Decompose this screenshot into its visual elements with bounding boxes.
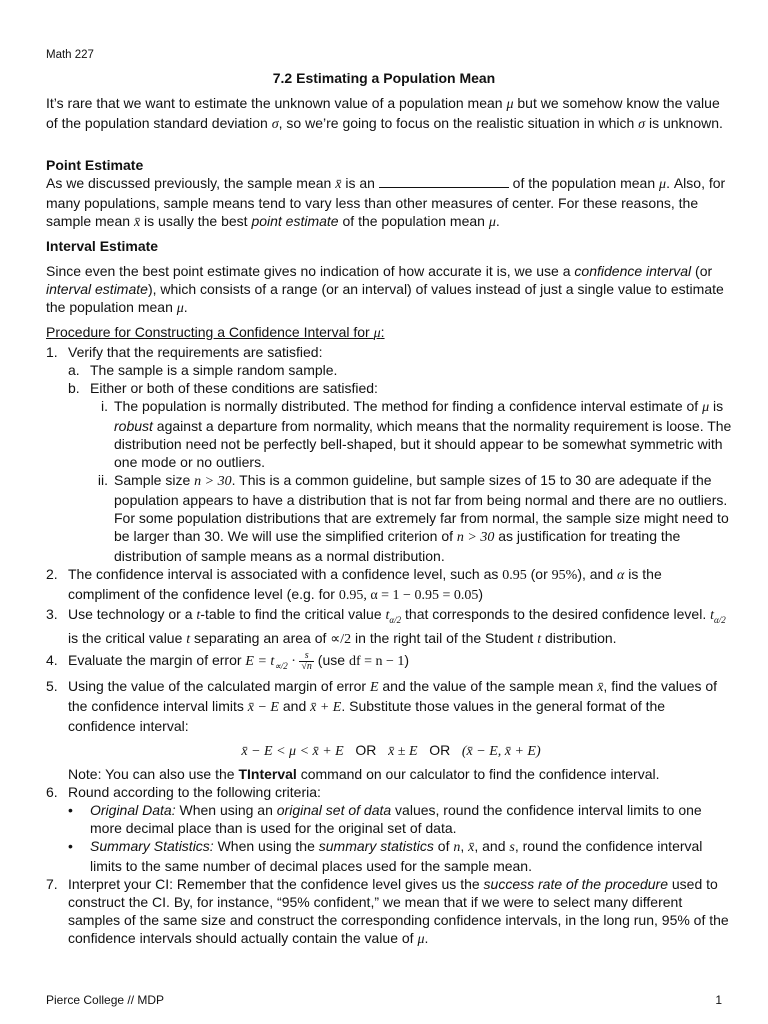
- interval-estimate-text: Since even the best point estimate gives no indication of how accurate it is, we use a confidence interval (or interval estimate), which consists of a range (or an interval) of values instead of just a single value to estimate the population mean μ.: [46, 263, 724, 316]
- step-6-summary-statistics: • Summary Statistics: When using the summary statistics of n, x̄, and s, round the confidence interval limits to the same number of decimal places used for the sample mean.: [68, 837, 703, 874]
- page-title: 7.2 Estimating a Population Mean: [272, 70, 496, 86]
- fill-in-blank: [379, 175, 509, 188]
- confidence-interval-formats: x̄ − E < μ < x̄ + E OR x̄ ± E OR (x̄ − E, x̄ + E): [241, 741, 541, 759]
- point-estimate-heading: Point Estimate: [46, 157, 144, 173]
- step-5-note: Note: You can also use the TInterval command on our calculator to find the confidence interval.: [68, 765, 660, 782]
- page-number: 1: [715, 993, 722, 1007]
- step-1a: a. The sample is a simple random sample.: [68, 362, 338, 378]
- step-2: 2. The confidence interval is associated with a confidence level, such as 0.95 (or 95%), and α is the compliment of the confidence level (e.g. for 0.95, α = 1 − 0.95 = 0.05): [46, 566, 662, 603]
- interval-estimate-heading: Interval Estimate: [46, 238, 159, 254]
- point-estimate-section: [46, 156, 726, 232]
- step-1b-ii: ii. Sample size n > 30. This is a common guideline, but sample sizes of 15 to 30 are adequate if the population appears to have a distribution that is not far from being normal and there are no outliers. For some population distributions that are extremely far from normal, the sample size might need to be larger than 30. We will use the simplified criterion of n > 30 as justification for treating the distribution of sample means as a normal distribution.: [97, 472, 729, 564]
- procedure-list: [46, 323, 736, 949]
- step-6-original-data: • Original Data: When using an original set of data values, round the confidence interval limits to one more decimal place than is used for the original set of data.: [68, 801, 702, 836]
- course-label: Math 227: [46, 49, 94, 61]
- step-4: 4. Evaluate the margin of error $E = t_{\propto/2}$ · $\frac{s}{√n}$ (use df = n − 1): [46, 649, 410, 672]
- step-6: 6. Round according to the following criteria:: [46, 783, 321, 800]
- step-7: 7. Interpret your CI: Remember that the confidence level gives us the success rate of the procedure used to construct the CI. By, for instance, “95% confident,” we mean that if we were to select many different samples of the same size and construct the corresponding confidence intervals, in the long run, 95% of the confidence intervals should actually contain the value of μ.: [46, 875, 729, 947]
- step-3: 3. Use technology or a t-table to find the critical value $t_{\alpha/2}$ that corresponds to the desired confidence level. $t_{\alpha/2}$ is the critical value t separating an area of ∝/2 in the right tail of the Student t distribution.: [46, 606, 726, 647]
- interval-estimate-section: [46, 237, 726, 318]
- margin-of-error-fraction: $\frac{s}{√n}$: [301, 649, 312, 672]
- footer-institution: Pierce College // MDP: [46, 993, 165, 1007]
- step-1b-i: i. The population is normally distributed. The method for finding a confidence interval estimate of μ is robust against a departure from normality, which means that the normality requirement is loose. The distribution need not be perfectly bell-shaped, but it should appear to be somewhat symmetric with one mode or no outliers.: [101, 398, 732, 470]
- step-1b: b. Either or both of these conditions are satisfied:: [68, 380, 378, 396]
- procedure-heading: Procedure for Constructing a Confidence Interval for μ:: [46, 324, 385, 341]
- point-estimate-text: As we discussed previously, the sample mean x̄ is an of the population mean μ. Also, for many populations, sample means tend to vary less than other measures of center. For these reasons, the sample mean x̄ is usally the best point estimate of the population mean μ.: [46, 175, 726, 230]
- step-1: 1. Verify that the requirements are satisfied:: [46, 344, 323, 360]
- intro-paragraph: It’s rare that we want to estimate the unknown value of a population mean μ but we somehow know the value of the population standard deviation σ, so we’re going to focus on the realistic situation in which σ is unknown.: [46, 95, 723, 132]
- step-5: 5. Using the value of the calculated margin of error E and the value of the sample mean x̄, find the values of the confidence interval limits x̄ − E and x̄ + E. Substitute those values in the general format of the confidence interval:: [46, 677, 718, 734]
